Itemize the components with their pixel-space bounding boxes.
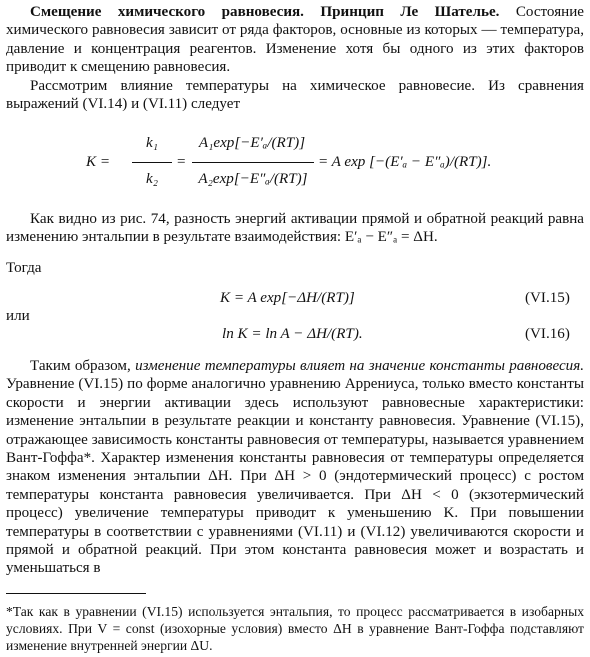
equation-lhs: K =: [86, 154, 111, 170]
equation-vi15: K = A exp[−ΔH/(RT)]: [220, 290, 355, 306]
equation-rhs: = A exp [−(E′ₐ − E″ₐ)/(RT)].: [318, 154, 492, 170]
paragraph-text: Уравнение (VI.15) по форме аналогично уравнению Аррениуса, только вместо константы скорости и энергии активации здесь используют равновесные характеристики: изменение энтальпии в результате реакции и константу равновесия. Уравнение (VI.15), отражающее зависимость константы равновесия от температуры, называется уравнением Вант-Гоффа*. Характер изменения константы равновесия от температуры определяется знаком изменения энтальпии ΔH. При ΔH > 0 (эндотермический процесс) с ростом температуры константа равновесия увеличивается. При ΔH < 0 (экзотермический процесс) увеличение температуры приводит к уменьшению K. При повышении температуры в соответствии с уравнениями (VI.11) и (VI.12) увеличиваются скорости и прямой и обратной реакций. При этом константа равновесия может и возрастать и уменьшаться в: [6, 376, 584, 577]
emphasized-statement: изменение температуры влияет на значение константы равновесия.: [135, 358, 585, 374]
textbook-page: Смещение химического равновесия. Принцип Ле Шателье. Состояние химического равновесия зависит от ряда факторов, основные из которых — температура, давление и концентрация реагентов. Изменение хотя бы одного из этих факторов приводит к смещению равновесия. Рассмотрим влияние температуры на химическое равновесие. Из сравнения выражений (VI.14) и (VI.11) следует K = k₁ k₂ = A₁exp[−E′ₐ/(RT)] A₂exp[−E″ₐ/(RT)] = A exp [−(E′ₐ − E″ₐ)/(RT)]. Как видно из рис. 74, разность энергий активации прямой и обратной реакций равна изменению энтальпии в результате взаимодействия: E′ₐ − E″ₐ = ΔH. Тогда K = A exp[−ΔH/(RT)] (VI.15) или ln K = ln A − ΔH/(RT). (VI.16) Таким образом, изменение температуры влияет на значение константы равновесия. Уравнение (VI.15) по форме аналогично уравнению Аррениуса, только вместо константы скорости и энергии активации здесь используют равновесные характеристики: изменение энтальпии в результате реакции и константу равновесия. Уравнение (VI.15), отражающее зависимость константы равновесия от температуры, называется уравнением Вант-Гоффа*. Характер изменения константы равновесия от температуры определяется знаком изменения энтальпии ΔH. При ΔH > 0 (эндотермический процесс) с ростом температуры константа равновесия увеличивается. При ΔH < 0 (экзотермический процесс) увеличение температуры приводит к уменьшению K. При повышении температуры в соответствии с уравнениями (VI.11) и (VI.12) увеличиваются скорости и прямой и обратной реакций. При этом константа равновесия может и возрастать и уменьшаться в *Так как в уравнении (VI.15) используется энтальпия, то процесс рассматривается в изобарных условиях. При V = const (изохорные условия) вместо ΔH в уравнение Вант-Гоффа подставляют изменение внутренней энергии ΔU.: [6, 4, 585, 653]
fraction-rate-forward: k₁: [146, 135, 158, 151]
fraction-arrhenius-forward: A₁exp[−E′ₐ/(RT)]: [198, 135, 306, 151]
fraction-rate-reverse: k₂: [146, 171, 158, 187]
paragraph-vant-hoff: [6, 357, 584, 578]
paragraph-temperature-intro: Рассмотрим влияние температуры на химическое равновесие. Из сравнения выражений (VI.14) и (VI.11) следует: [6, 78, 584, 113]
equation-label-vi15: (VI.15): [525, 290, 570, 306]
fraction-arrhenius-reverse: A₂exp[−E″ₐ/(RT)]: [198, 171, 308, 187]
word-ili: или: [6, 308, 30, 324]
footnote: *Так как в уравнении (VI.15) используется энтальпия, то процесс рассматривается в изобарных условиях. При V = const (изохорные условия) вместо ΔH в уравнение Вант-Гоффа подставляют изменение внутренней энергии ΔU.: [6, 604, 584, 653]
paragraph-lead: Таким образом,: [30, 358, 131, 374]
paragraph-activation-energy: Как видно из рис. 74, разность энергий активации прямой и обратной реакций равна изменению энтальпии в результате взаимодействия: E′ₐ − E″ₐ = ΔH.: [6, 211, 584, 246]
paragraph-text: Состояние химического равновесия зависит от ряда факторов, основные из которых — температура, давление и концентрация реагентов. Изменение хотя бы одного из этих факторов приводит к смещению равновесия.: [6, 4, 584, 76]
equation-label-vi16: (VI.16): [525, 326, 570, 342]
word-togda: Тогда: [6, 260, 42, 276]
fraction-bar: [132, 162, 172, 163]
fraction-bar: [192, 162, 314, 163]
paragraph-equilibrium-shift: [6, 3, 584, 77]
section-heading: Смещение химического равновесия. Принцип Ле Шателье.: [30, 4, 500, 20]
equation-vi16: ln K = ln A − ΔH/(RT).: [222, 326, 363, 342]
footnote-separator: [6, 593, 146, 594]
